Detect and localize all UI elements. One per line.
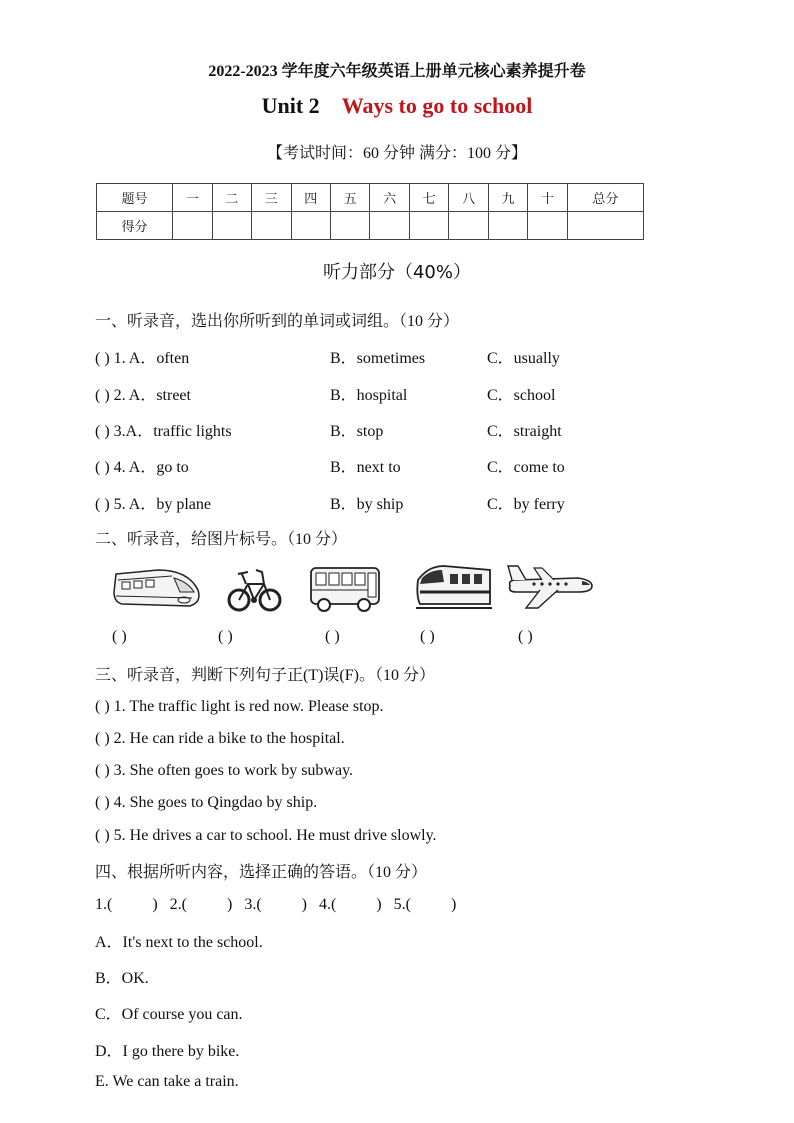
table-cell: 三 [252, 184, 291, 212]
list-item: C．Of course you can. [95, 1006, 243, 1023]
table-cell: 八 [449, 184, 488, 212]
table-cell: 七 [409, 184, 448, 212]
item-c: C．come to [487, 459, 565, 476]
section1-title: 一、听录音，选出你所听到的单词或词组。（10 分） [95, 313, 460, 330]
list-item [95, 491, 655, 515]
plane-icon [504, 560, 596, 614]
score-cell[interactable] [252, 212, 291, 240]
table-cell: 六 [370, 184, 409, 212]
table-cell: 九 [488, 184, 527, 212]
list-item: D．I go there by bike. [95, 1043, 240, 1060]
picture-blank[interactable]: ( ) [325, 628, 340, 645]
picture-blank[interactable]: ( ) [218, 628, 233, 645]
list-item: ( ) 4. She goes to Qingdao by ship. [95, 794, 318, 811]
score-cell[interactable] [291, 212, 330, 240]
picture-blank[interactable]: ( ) [518, 628, 533, 645]
table-cell: 题号 [97, 184, 173, 212]
unit-label: Unit 2 [261, 93, 320, 118]
list-item: ( ) 3. She often goes to work by subway. [95, 762, 354, 779]
table-cell: 二 [212, 184, 251, 212]
score-cell[interactable] [212, 212, 251, 240]
item-a: ( ) 3.A．traffic lights [95, 423, 232, 440]
list-item: ( ) 5. He drives a car to school. He must drive slowly. [95, 827, 437, 844]
table-cell: 五 [330, 184, 369, 212]
item-b: B．stop [330, 423, 384, 440]
item-b: B．next to [330, 459, 401, 476]
section4-title: 四、根据所听内容，选择正确的答语。（10 分） [95, 864, 428, 881]
picture-blank[interactable]: ( ) [112, 628, 127, 645]
subway-train-icon [112, 560, 204, 614]
table-cell: 得分 [97, 212, 173, 240]
item-a: ( ) 2. A．street [95, 387, 191, 404]
score-cell[interactable] [449, 212, 488, 240]
list-item: ( ) 2. He can ride a bike to the hospital. [95, 730, 345, 747]
answer-blanks[interactable]: 1.( ) 2.( ) 3.( ) 4.( ) 5.( ) [95, 896, 457, 913]
list-item [95, 454, 655, 478]
list-item [95, 382, 655, 406]
score-cell[interactable] [370, 212, 409, 240]
score-cell[interactable] [567, 212, 643, 240]
score-table-score-row [97, 212, 644, 240]
exam-header-title: 2022-2023 学年度六年级英语上册单元核心素养提升卷 [208, 63, 586, 80]
score-table [96, 183, 644, 240]
score-cell[interactable] [488, 212, 527, 240]
table-cell: 总分 [567, 184, 643, 212]
picture-blank[interactable]: ( ) [420, 628, 435, 645]
high-speed-train-icon [414, 560, 494, 614]
item-c: C．school [487, 387, 556, 404]
score-table-header-row [97, 184, 644, 212]
item-a: ( ) 1. A．often [95, 350, 190, 367]
list-item: ( ) 1. The traffic light is red now. Please stop. [95, 698, 384, 715]
item-c: C．straight [487, 423, 562, 440]
score-cell[interactable] [173, 212, 212, 240]
table-cell: 一 [173, 184, 212, 212]
bike-icon [226, 560, 282, 614]
score-cell[interactable] [528, 212, 567, 240]
item-b: B．hospital [330, 387, 408, 404]
list-item: E. We can take a train. [95, 1073, 239, 1090]
exam-info: 【考试时间：60 分钟 满分：100 分】 [266, 145, 527, 162]
picture-row [104, 560, 604, 620]
list-item: A．It's next to the school. [95, 934, 263, 951]
list-item [95, 418, 655, 442]
unit-title: Ways to go to school [341, 93, 533, 118]
section2-title: 二、听录音，给图片标号。（10 分） [95, 531, 348, 548]
table-cell: 四 [291, 184, 330, 212]
unit-heading [0, 93, 794, 119]
item-a: ( ) 4. A．go to [95, 459, 189, 476]
score-cell[interactable] [409, 212, 448, 240]
table-cell: 十 [528, 184, 567, 212]
bus-icon [308, 560, 384, 614]
list-item [95, 345, 655, 369]
section3-title: 三、听录音，判断下列句子正(T)误(F)。（10 分） [95, 667, 435, 684]
item-b: B．sometimes [330, 350, 426, 367]
item-a: ( ) 5. A．by plane [95, 496, 211, 513]
item-b: B．by ship [330, 496, 404, 513]
item-c: C．by ferry [487, 496, 565, 513]
listening-part-title: 听力部分（40%） [322, 262, 471, 283]
item-c: C．usually [487, 350, 560, 367]
score-cell[interactable] [330, 212, 369, 240]
list-item: B．OK. [95, 970, 149, 987]
